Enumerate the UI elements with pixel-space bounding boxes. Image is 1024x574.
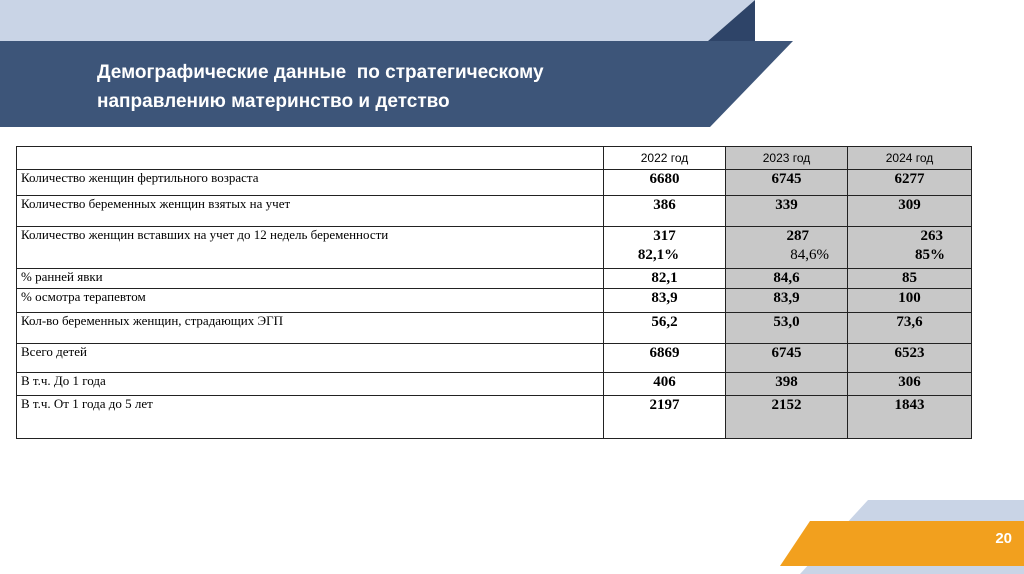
cell-2023: 83,9 — [726, 289, 848, 313]
cell-2024: 73,6 — [848, 313, 972, 344]
cell-2022: 6680 — [604, 170, 726, 196]
header-2024: 2024 год — [848, 147, 972, 170]
cell-2022 — [604, 227, 726, 269]
cell-2022: 56,2 — [604, 313, 726, 344]
cell-2023: 84,6 — [726, 269, 848, 289]
cell-2024-count: 263 — [920, 228, 943, 244]
cell-2022-percent: 82,1% — [637, 247, 680, 263]
row-label: В т.ч. До 1 года — [17, 373, 604, 396]
row-label: Всего детей — [17, 344, 604, 373]
table-row — [17, 344, 972, 373]
header-2022: 2022 год — [604, 147, 726, 170]
header-label — [17, 147, 604, 170]
row-label: Кол-во беременных женщин, страдающих ЭГП — [17, 313, 604, 344]
page-number: 20 — [995, 530, 1012, 547]
header-2023: 2023 год — [726, 147, 848, 170]
table-row — [17, 227, 972, 269]
title-line-1: Демографические данные по стратегическому — [97, 62, 544, 83]
cell-2024: 306 — [848, 373, 972, 396]
cell-2024: 6277 — [848, 170, 972, 196]
cell-2022: 6869 — [604, 344, 726, 373]
corner-orange-band — [780, 521, 1024, 566]
cell-2022: 83,9 — [604, 289, 726, 313]
row-label: Количество женщин фертильного возраста — [17, 170, 604, 196]
cell-2022-count: 317 — [653, 228, 676, 244]
cell-2023: 398 — [726, 373, 848, 396]
cell-2024: 100 — [848, 289, 972, 313]
cell-2023-count: 287 — [786, 228, 809, 244]
cell-2023: 339 — [726, 196, 848, 227]
cell-2023-percent: 84,6% — [790, 247, 829, 263]
cell-2024 — [848, 227, 972, 269]
cell-2024-percent: 85% — [915, 247, 945, 263]
table-row — [17, 289, 972, 313]
cell-2022: 386 — [604, 196, 726, 227]
table-row — [17, 269, 972, 289]
table-row — [17, 313, 972, 344]
row-label: % осмотра терапевтом — [17, 289, 604, 313]
row-label: Количество женщин вставших на учет до 12 недель беременности — [17, 227, 604, 269]
cell-2024: 6523 — [848, 344, 972, 373]
cell-2022: 82,1 — [604, 269, 726, 289]
cell-2024: 1843 — [848, 396, 972, 439]
row-label: % ранней явки — [17, 269, 604, 289]
row-label: Количество беременных женщин взятых на учет — [17, 196, 604, 227]
cell-2022: 2197 — [604, 396, 726, 439]
table-row — [17, 373, 972, 396]
banner-light-band — [0, 0, 755, 41]
cell-2023: 6745 — [726, 170, 848, 196]
cell-2023: 2152 — [726, 396, 848, 439]
cell-2023: 6745 — [726, 344, 848, 373]
table-row — [17, 196, 972, 227]
page-title — [97, 58, 657, 116]
cell-2024: 85 — [848, 269, 972, 289]
title-line-2: направлению материнство и детство — [97, 91, 450, 112]
demographics-table — [16, 146, 972, 439]
cell-2023: 53,0 — [726, 313, 848, 344]
table-header-row — [17, 147, 972, 170]
table-row — [17, 396, 972, 439]
row-label: В т.ч. От 1 года до 5 лет — [17, 396, 604, 439]
cell-2022: 406 — [604, 373, 726, 396]
cell-2024: 309 — [848, 196, 972, 227]
table-row — [17, 170, 972, 196]
cell-2023 — [726, 227, 848, 269]
